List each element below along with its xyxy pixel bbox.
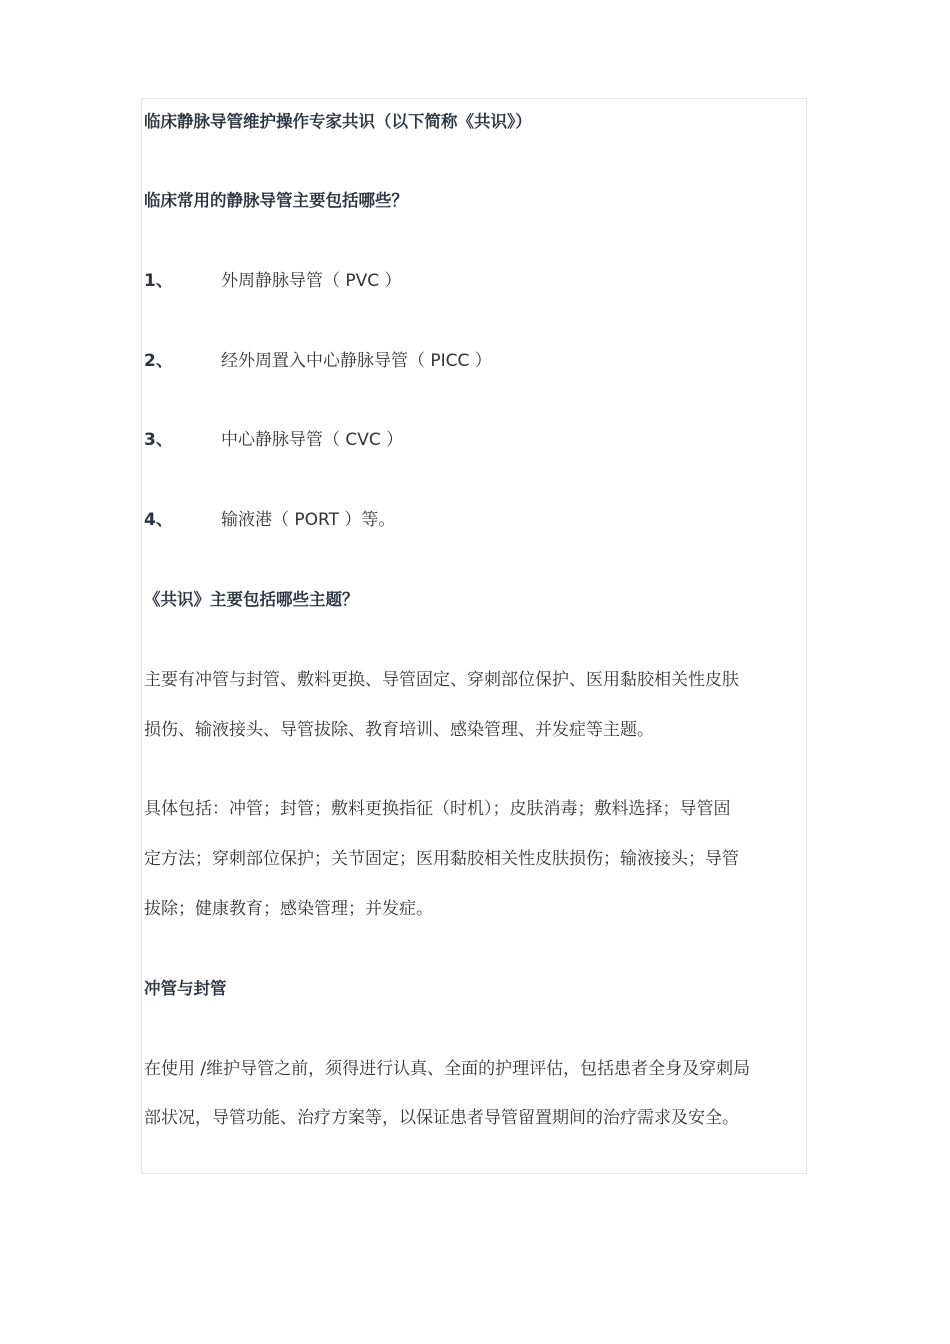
paragraph-assessment-line: 部状况，导管功能、治疗方案等，以保证患者导管留置期间的治疗需求及安全。 — [144, 1108, 739, 1128]
list-item-text: 输液港（ PORT ）等。 — [221, 510, 396, 530]
section-heading-flushing: 冲管与封管 — [144, 979, 227, 998]
list-item-text: 外周静脉导管（ PVC ） — [221, 271, 402, 291]
list-item-number: 1、 — [144, 271, 173, 291]
list-item-text: 中心静脉导管（ CVC ） — [221, 430, 404, 450]
document-page-frame — [141, 98, 807, 1174]
list-item-number: 3、 — [144, 430, 173, 450]
paragraph-topics-line: 损伤、输液接头、导管拔除、教育培训、感染管理、并发症等主题。 — [144, 720, 654, 740]
paragraph-assessment-line: 在使用 /维护导管之前，须得进行认真、全面的护理评估，包括患者全身及穿刺局 — [144, 1059, 751, 1079]
paragraph-details-line: 定方法；穿刺部位保护；关节固定；医用黏胶相关性皮肤损伤；输液接头；导管 — [144, 849, 739, 869]
list-item-number: 4、 — [144, 510, 173, 530]
question-consensus-topics: 《共识》主要包括哪些主题？ — [144, 590, 359, 609]
question-catheter-types: 临床常用的静脉导管主要包括哪些？ — [144, 191, 408, 210]
paragraph-details-line: 具体包括：冲管；封管；敷料更换指征（时机）；皮肤消毒；敷料选择；导管固 — [144, 799, 731, 819]
list-item-text: 经外周置入中心静脉导管（ PICC ） — [221, 351, 492, 371]
list-item-number: 2、 — [144, 351, 173, 371]
paragraph-topics-line: 主要有冲管与封管、敷料更换、导管固定、穿刺部位保护、医用黏胶相关性皮肤 — [144, 670, 739, 690]
paragraph-details-line: 拔除；健康教育；感染管理；并发症。 — [144, 899, 433, 919]
document-title: 临床静脉导管维护操作专家共识（以下简称《共识》） — [144, 112, 532, 131]
